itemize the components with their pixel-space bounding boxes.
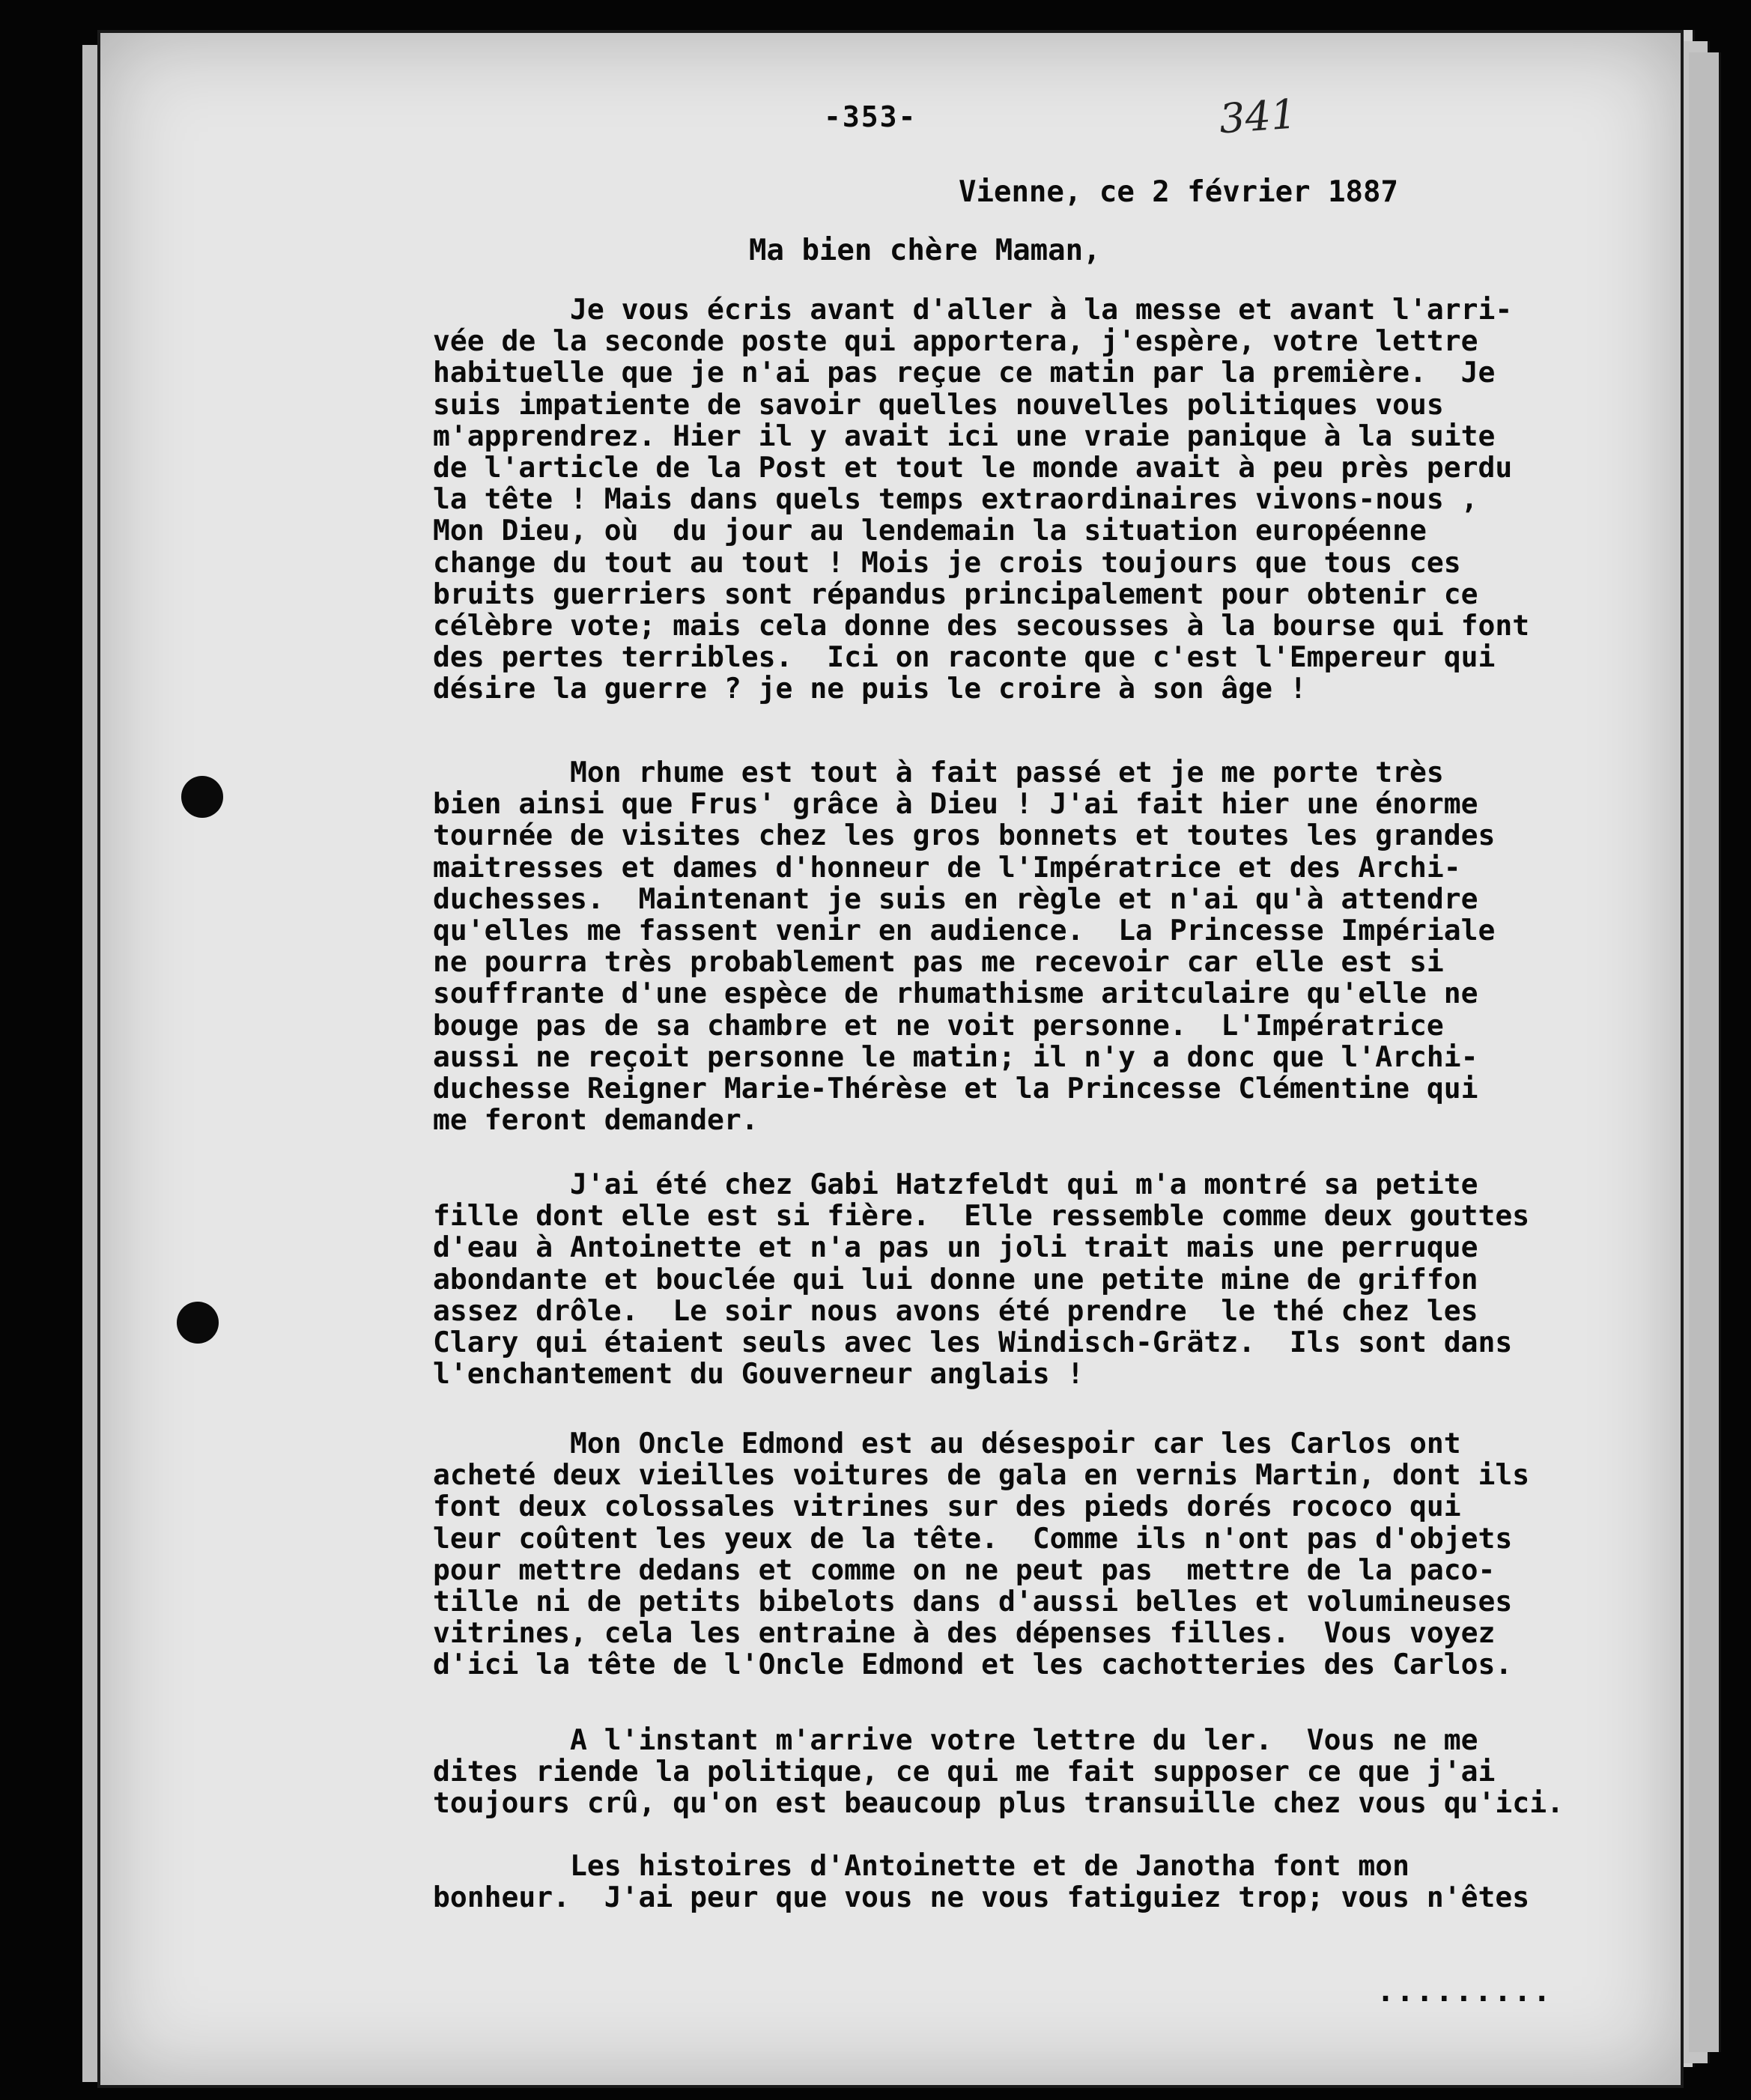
punch-hole: [177, 1302, 219, 1344]
letter-paragraph: J'ai été chez Gabi Hatzfeldt qui m'a montré sa petite fille dont elle est si fière. Elle ressemble comme deux gouttes d'eau à Antoinette et n'a pas un joli trait mais une perruque abondante et bouclée qui lui donne une petite mine de griffon assez drôle. Le soir nous avons été prendre le thé chez les Clary qui étaient seuls avec les Windisch-Grätz. Ils sont dans l'enchantement du Gouverneur anglais !: [433, 1168, 1530, 1391]
continuation-dots: .........: [1377, 1974, 1553, 2009]
letter-paragraph: Mon Oncle Edmond est au désespoir car les Carlos ont acheté deux vieilles voitures de gala en vernis Martin, dont ils font deux colossales vitrines sur des pieds dorés rococo qui leur coûtent les yeux de la tête. Comme ils n'ont pas d'objets pour mettre dedans et comme on ne peut pas mettre de la paco- tille ni de petits bibelots dans d'aussi belles et volumineuses vitrines, cela les entraine à des dépenses filles. Vous voyez d'ici la tête de l'Oncle Edmond et les cachotteries des Carlos.: [433, 1427, 1530, 1681]
punch-hole: [181, 776, 223, 818]
letter-paragraph: Je vous écris avant d'aller à la messe et avant l'arri- vée de la seconde poste qui apportera, j'espère, votre lettre habituelle que je n'ai pas reçue ce matin par la première. Je suis impatiente de savoir quelles nouvelles politiques vous m'apprendrez. Hier il y avait ici une vraie panique à la suite de l'article de la Post et tout le monde avait à peu près perdu la tête ! Mais dans quels temps extraordinaires vivons-nous , Mon Dieu, où du jour au lendemain la situation européenne change du tout au tout ! Mois je crois toujours que tous ces bruits guerriers sont répandus principalement pour obtenir ce célèbre vote; mais cela donne des secousses à la bourse qui font des pertes terribles. Ici on raconte que c'est l'Empereur qui désire la guerre ? je ne puis le croire à son âge !: [433, 293, 1530, 705]
page-edge-right: [1689, 52, 1721, 2052]
letter-date: Vienne, ce 2 février 1887: [959, 175, 1398, 209]
handwritten-folio-number: 341: [1217, 90, 1299, 143]
letter-paragraph: Les histoires d'Antoinette et de Janotha font mon bonheur. J'ai peur que vous ne vous fatiguiez trop; vous n'êtes: [433, 1849, 1530, 1914]
page-number: -353-: [824, 100, 917, 133]
letter-paragraph: A l'instant m'arrive votre lettre du ler. Vous ne me dites riende la politique, ce qui me fait supposer ce que j'ai toujours crû, qu'on est beaucoup plus transuille chez vous qu'ici.: [433, 1723, 1564, 1820]
letter-paragraph: Mon rhume est tout à fait passé et je me porte très bien ainsi que Frus' grâce à Dieu ! J'ai fait hier une énorme tournée de visites chez les gros bonnets et toutes les grandes maitresses et dames d'honneur de l'Impératrice et des Archi- duchesses. Maintenant je suis en règle et n'ai qu'à attendre qu'elles me fassent venir en audience. La Princesse Impériale ne pourra très probablement pas me recevoir car elle est si souffrante d'une espèce de rhumathisme aritculaire qu'elle ne bouge pas de sa chambre et ne voit personne. L'Impératrice aussi ne reçoit personne le matin; il n'y a donc que l'Archi- duchesse Reigner Marie-Thérèse et la Princesse Clémentine qui me feront demander.: [433, 756, 1496, 1137]
letter-salutation: Ma bien chère Maman,: [749, 234, 1101, 267]
